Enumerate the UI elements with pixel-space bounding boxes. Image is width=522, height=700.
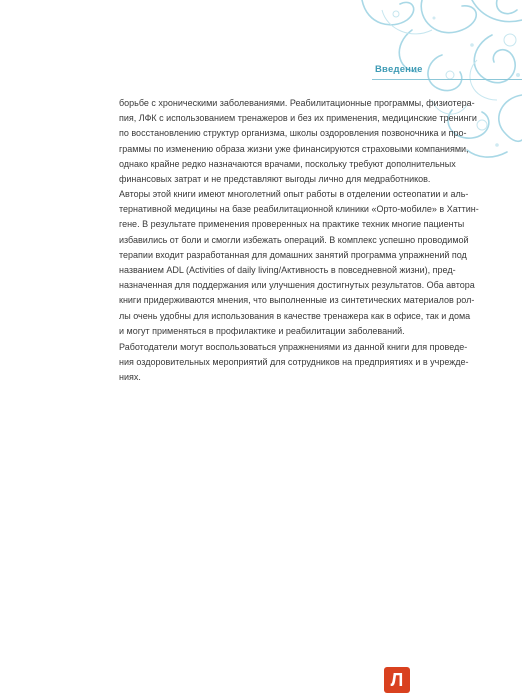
text-line: названием ADL (Activities of daily living/Активность в повседневной жизни), пред- [119,265,456,276]
text-line: лы очень удобны для использования в качестве тренажера как в офисе, так и дома [119,310,471,321]
text-line: ния оздоровительных мероприятий для сотрудников на предприятиях и в учрежде- [119,357,469,368]
text-line: борьбе с хроническими заболеваниями. Реабилитационные программы, физиотера- [119,98,475,108]
paragraph-2 [119,187,479,339]
text-line: граммы по изменению образа жизни уже финансируются страховыми компаниями, [119,143,469,154]
text-line: терапии входит разработанная для домашних занятий программа упражнений под [119,249,467,260]
text-line: тернативной медицины на базе реабилитационной клиники «Орто-мобиле» в Хаттин- [119,204,479,215]
text-line: избавились от боли и смогли избежать операций. В комплекс успешно проводимой [119,234,469,245]
text-line: и могут применяться в профилактике и реабилитации заболеваний. [119,325,405,336]
text-line: Работодатели могут воспользоваться упражнениями из данной книги для проведе- [119,342,468,352]
text-line: книги придерживаются мнения, что выполненные из синтетических материалов рол- [119,295,475,306]
text-line: пия, ЛФК с использованием тренажеров и без их применения, медицинские тренинги [119,113,477,124]
text-line: Авторы этой книги имеют многолетний опыт работы в отделении остеопатии и аль- [119,189,469,199]
text-line: ниях. [119,372,141,383]
text-line: по восстановлению структур организма, школы оздоровления позвоночника и про- [119,128,467,139]
labirint-logo-watermark: Л [384,667,410,693]
header-divider [372,79,522,80]
text-line: однако крайне редко назначаются врачами, поскольку требуют дополнительных [119,158,456,169]
section-title: Введение [375,64,423,75]
text-line: гене. В результате применения проверенных на практике техник многие пациенты [119,219,465,230]
paragraph-3 [119,340,469,386]
text-line: финансовых затрат и не представляют выгоды лично для медработников. [119,174,431,185]
paragraph-1 [119,96,477,187]
text-line: назначенная для поддержания или улучшения достигнутых результатов. Оба автора [119,280,475,291]
